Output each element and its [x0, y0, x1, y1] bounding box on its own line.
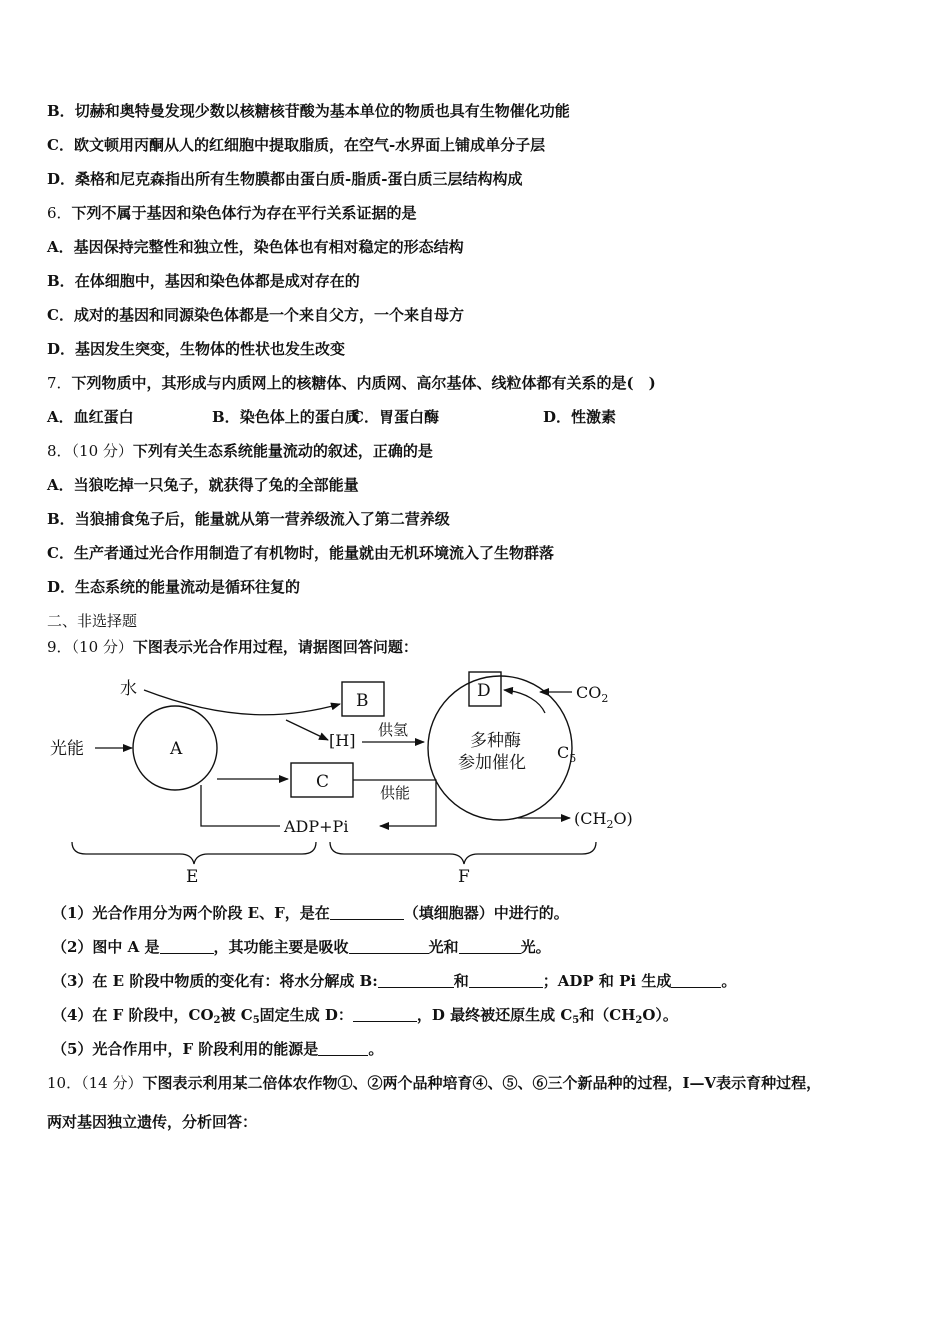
label-supply-e: 供能: [380, 784, 411, 802]
blank-5[interactable]: [318, 1041, 368, 1056]
label-f: F: [458, 867, 470, 887]
q10-stem-2: 两对基因独立遗传，分析回答：: [47, 1113, 258, 1131]
blank-3c[interactable]: [671, 973, 721, 988]
label-light: 光能: [50, 739, 84, 759]
arrow-to-h: [286, 720, 328, 740]
q6-option-a: A．基因保持完整性和独立性，染色体也有相对稳定的形态结构: [47, 238, 464, 256]
q6-option-c: C．成对的基因和同源染色体都是一个来自父方，一个来自母方: [47, 306, 464, 324]
q9-stem: 9．（10 分）下图表示光合作用过程，请据图回答问题：: [47, 638, 418, 656]
label-c: C: [316, 772, 330, 792]
label-enzyme-1: 多种酶: [470, 731, 521, 751]
q5-option-b: B．切赫和奥特曼发现少数以核糖核苷酸为基本单位的物质也具有生物催化功能: [47, 102, 570, 120]
label-d: D: [477, 681, 491, 701]
q8-option-c: C．生产者通过光合作用制造了有机物时，能量就由无机环境流入了生物群落: [47, 544, 554, 562]
q8-option-a: A．当狼吃掉一只兔子，就获得了兔的全部能量: [47, 476, 359, 494]
arrow-to-d: [504, 690, 545, 713]
label-a: A: [170, 739, 183, 759]
blank-4[interactable]: [353, 1007, 417, 1022]
label-e: E: [186, 867, 199, 887]
line-adp-return: [201, 785, 280, 826]
blank-2a[interactable]: [160, 939, 214, 954]
blank-2b[interactable]: [349, 939, 429, 954]
q9-sub-3: （3）在 E 阶段中物质的变化有：将水分解成 B: 和 ；ADP 和 Pi 生成 。: [52, 972, 737, 990]
q8-option-d: D．生态系统的能量流动是循环往复的: [47, 578, 301, 596]
arrow-water-to-b: [144, 690, 340, 715]
photosynthesis-diagram: [40, 668, 660, 893]
blank-1[interactable]: [330, 905, 404, 920]
label-supply-h: 供氢: [378, 721, 409, 739]
q9-sub-4: （4）在 F 阶段中，$CO_2$被 $C_5$固定生成 D： ，D 最终被还原生成 $C_5$和$(CH_2O)$。: [52, 1006, 678, 1026]
label-h: [H]: [329, 731, 356, 750]
brace-f: [330, 842, 596, 864]
label-adp: ADP+Pi: [284, 817, 349, 836]
label-c5: $C_5$: [557, 743, 577, 765]
q9-sub-1: （1）光合作用分为两个阶段 E、F，是在 （填细胞器）中进行的。: [52, 904, 569, 922]
q7-option-d: D．性激素: [543, 408, 617, 426]
q5-option-d: D．桑格和尼克森指出所有生物膜都由蛋白质-脂质-蛋白质三层结构构成: [47, 170, 523, 188]
label-water: 水: [120, 679, 137, 699]
label-co2: $CO_2$: [576, 683, 609, 705]
blank-3a[interactable]: [378, 973, 454, 988]
q7-stem: 7．下列物质中，其形成与内质网上的核糖体、内质网、高尔基体、线粒体都有关系的是( ): [47, 374, 656, 392]
q6-option-d: D．基因发生突变，生物体的性状也发生改变: [47, 340, 346, 358]
label-enzyme-2: 参加催化: [458, 753, 526, 773]
blank-2c[interactable]: [459, 939, 521, 954]
q8-option-b: B．当狼捕食兔子后，能量就从第一营养级流入了第二营养级: [47, 510, 450, 528]
q7-option-a: A．血红蛋白: [47, 408, 134, 426]
q8-stem: 8．（10 分）下列有关生态系统能量流动的叙述，正确的是: [47, 442, 433, 460]
q7-option-b: B．染色体上的蛋白质: [212, 408, 360, 426]
q7-option-c: C．胃蛋白酶: [352, 408, 439, 426]
q10-stem: 10．（14 分）下图表示利用某二倍体农作物①、②两个品种培育④、⑤、⑥三个新品种的过程，Ⅰ—Ⅴ表示育种过程，: [47, 1074, 822, 1092]
label-ch2o: $(CH_2O)$: [574, 809, 633, 831]
q9-sub-5: （5）光合作用中，F 阶段利用的能源是 。: [52, 1040, 384, 1058]
q6-option-b: B．在体细胞中，基因和染色体都是成对存在的: [47, 272, 360, 290]
section-heading: 二、非选择题: [47, 612, 138, 630]
brace-e: [72, 842, 316, 864]
q5-option-c: C．欧文顿用丙酮从人的红细胞中提取脂质，在空气-水界面上铺成单分子层: [47, 136, 546, 154]
blank-3b[interactable]: [469, 973, 543, 988]
q9-sub-2: （2）图中 A 是 ，其功能主要是吸收 光和 光。: [52, 938, 551, 956]
label-b: B: [356, 691, 369, 711]
q6-stem: 6．下列不属于基因和染色体行为存在平行关系证据的是: [47, 204, 417, 222]
